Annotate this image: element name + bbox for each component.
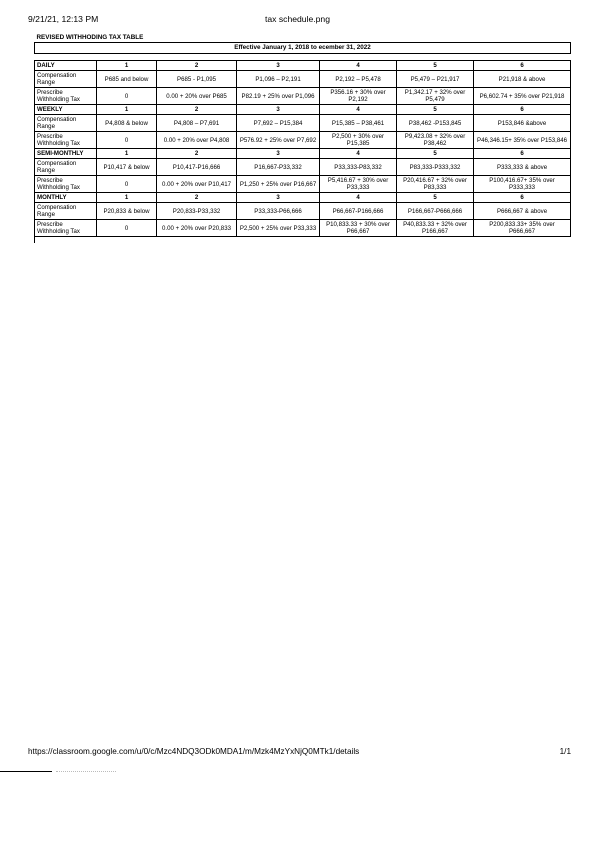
table-row bbox=[35, 159, 571, 176]
table-cell: P7,692 – P15,384 bbox=[237, 115, 320, 132]
bracket-number: 1 bbox=[97, 61, 157, 71]
bracket-number: 5 bbox=[397, 105, 474, 115]
table-cell: P356.16 + 30% over P2,192 bbox=[320, 88, 397, 105]
bracket-number: 3 bbox=[237, 61, 320, 71]
table-row bbox=[35, 71, 571, 88]
section-gap bbox=[35, 54, 571, 61]
table-cell: P40,833.33 + 32% over P166,667 bbox=[397, 220, 474, 237]
table-cell: P66,667-P166,666 bbox=[320, 203, 397, 220]
row-label: Compensation Range bbox=[35, 203, 97, 220]
tax-table-sheet bbox=[34, 33, 570, 237]
table-row bbox=[35, 88, 571, 105]
bracket-number: 3 bbox=[237, 149, 320, 159]
table-row bbox=[35, 115, 571, 132]
bracket-number: 6 bbox=[474, 61, 571, 71]
bracket-number: 4 bbox=[320, 105, 397, 115]
bracket-number: 4 bbox=[320, 61, 397, 71]
table-cell: 0.00 + 20% over P20,833 bbox=[157, 220, 237, 237]
table-row bbox=[35, 220, 571, 237]
bracket-number: 4 bbox=[320, 149, 397, 159]
section-header-row bbox=[35, 193, 571, 203]
print-title: tax schedule.png bbox=[265, 14, 330, 24]
table-cell: P20,833-P33,332 bbox=[157, 203, 237, 220]
row-label: Compensation Range bbox=[35, 71, 97, 88]
effective-date-row bbox=[35, 43, 571, 54]
print-url: https://classroom.google.com/u/0/c/Mzc4NDQ3ODk0MDA1/m/Mzk4MzYxNjQ0MTk1/details bbox=[28, 747, 360, 756]
table-cell: P2,500 + 30% over P15,385 bbox=[320, 132, 397, 149]
bracket-number: 1 bbox=[97, 105, 157, 115]
bracket-number: 6 bbox=[474, 149, 571, 159]
table-cell: P5,416.67 + 30% over P33,333 bbox=[320, 176, 397, 193]
table-cell: P38,462 -P153,845 bbox=[397, 115, 474, 132]
table-cell: P10,417-P16,666 bbox=[157, 159, 237, 176]
bracket-number: 6 bbox=[474, 193, 571, 203]
section-header-row bbox=[35, 149, 571, 159]
table-cell: P5,479 – P21,917 bbox=[397, 71, 474, 88]
table-cell: P100,416.67+ 35% over P333,333 bbox=[474, 176, 571, 193]
row-label: Prescribe Withholding Tax bbox=[35, 132, 97, 149]
table-cell: P1,096 – P2,191 bbox=[237, 71, 320, 88]
bracket-number: 6 bbox=[474, 105, 571, 115]
table-cell: P153,846 &above bbox=[474, 115, 571, 132]
effective-date: Effective January 1, 2018 to ecember 31, 2022 bbox=[35, 43, 571, 54]
bracket-number: 3 bbox=[237, 105, 320, 115]
table-cell: P82.19 + 25% over P1,096 bbox=[237, 88, 320, 105]
table-row bbox=[35, 203, 571, 220]
table-row bbox=[35, 132, 571, 149]
table-cell: P666,667 & above bbox=[474, 203, 571, 220]
section-name: WEEKLY bbox=[35, 105, 97, 115]
table-cell: 0.00 + 20% over P4,808 bbox=[157, 132, 237, 149]
section-name: MONTHLY bbox=[35, 193, 97, 203]
bracket-number: 2 bbox=[157, 61, 237, 71]
scan-line-faint bbox=[56, 771, 116, 772]
table-cell: P20,416.67 + 32% over P83,333 bbox=[397, 176, 474, 193]
table-cell: P1,250 + 25% over P16,667 bbox=[237, 176, 320, 193]
table-cell: P20,833 & below bbox=[97, 203, 157, 220]
table-cell: P333,333 & above bbox=[474, 159, 571, 176]
withholding-tax-table bbox=[34, 33, 571, 237]
scan-line bbox=[0, 771, 52, 772]
row-label: Prescribe Withholding Tax bbox=[35, 176, 97, 193]
row-label: Prescribe Withholding Tax bbox=[35, 220, 97, 237]
table-cell: P9,423.08 + 32% over P38,462 bbox=[397, 132, 474, 149]
bracket-number: 2 bbox=[157, 105, 237, 115]
table-cell: P685 - P1,095 bbox=[157, 71, 237, 88]
table-cell: P4,808 & below bbox=[97, 115, 157, 132]
table-cell: P685 and below bbox=[97, 71, 157, 88]
bracket-number: 5 bbox=[397, 193, 474, 203]
table-cell: 0.00 + 20% over P685 bbox=[157, 88, 237, 105]
table-cell: P2,192 – P5,478 bbox=[320, 71, 397, 88]
print-page-number: 1/1 bbox=[559, 747, 571, 756]
row-label: Prescribe Withholding Tax bbox=[35, 88, 97, 105]
table-title-row bbox=[35, 33, 571, 43]
bracket-number: 2 bbox=[157, 149, 237, 159]
table-cell: 0.00 + 20% over P10,417 bbox=[157, 176, 237, 193]
table-title: REVISED WITHHODING TAX TABLE bbox=[35, 33, 157, 43]
table-cell: 0 bbox=[97, 88, 157, 105]
table-cell: P21,918 & above bbox=[474, 71, 571, 88]
table-cell: P576.92 + 25% over P7,692 bbox=[237, 132, 320, 149]
bracket-number: 3 bbox=[237, 193, 320, 203]
table-cell: P166,667-P666,666 bbox=[397, 203, 474, 220]
table-cell: P15,385 – P38,461 bbox=[320, 115, 397, 132]
table-cell: P2,500 + 25% over P33,333 bbox=[237, 220, 320, 237]
print-datetime: 9/21/21, 12:13 PM bbox=[28, 14, 99, 24]
table-cell: P83,333-P333,332 bbox=[397, 159, 474, 176]
bracket-number: 5 bbox=[397, 61, 474, 71]
table-cell: P10,417 & below bbox=[97, 159, 157, 176]
table-cell: P33,333-P83,332 bbox=[320, 159, 397, 176]
section-name: SEMI-MONTHLY bbox=[35, 149, 97, 159]
bracket-number: 1 bbox=[97, 193, 157, 203]
section-name: DAILY bbox=[35, 61, 97, 71]
bracket-number: 4 bbox=[320, 193, 397, 203]
bracket-number: 1 bbox=[97, 149, 157, 159]
table-cell: P4,808 – P7,691 bbox=[157, 115, 237, 132]
section-header-row bbox=[35, 105, 571, 115]
table-cell: P10,833.33 + 30% over P66,667 bbox=[320, 220, 397, 237]
table-edge-stub bbox=[34, 237, 36, 243]
table-row bbox=[35, 176, 571, 193]
table-cell: P46,346.15+ 35% over P153,846 bbox=[474, 132, 571, 149]
bracket-number: 5 bbox=[397, 149, 474, 159]
bracket-number: 2 bbox=[157, 193, 237, 203]
row-label: Compensation Range bbox=[35, 159, 97, 176]
table-cell: 0 bbox=[97, 176, 157, 193]
section-header-row bbox=[35, 61, 571, 71]
table-cell: P16,667-P33,332 bbox=[237, 159, 320, 176]
table-cell: P1,342.17 + 32% over P5,479 bbox=[397, 88, 474, 105]
table-cell: P200,833.33+ 35% over P666,667 bbox=[474, 220, 571, 237]
row-label: Compensation Range bbox=[35, 115, 97, 132]
table-cell: P6,602.74 + 35% over P21,918 bbox=[474, 88, 571, 105]
table-cell: 0 bbox=[97, 220, 157, 237]
table-cell: 0 bbox=[97, 132, 157, 149]
table-cell: P33,333-P66,666 bbox=[237, 203, 320, 220]
